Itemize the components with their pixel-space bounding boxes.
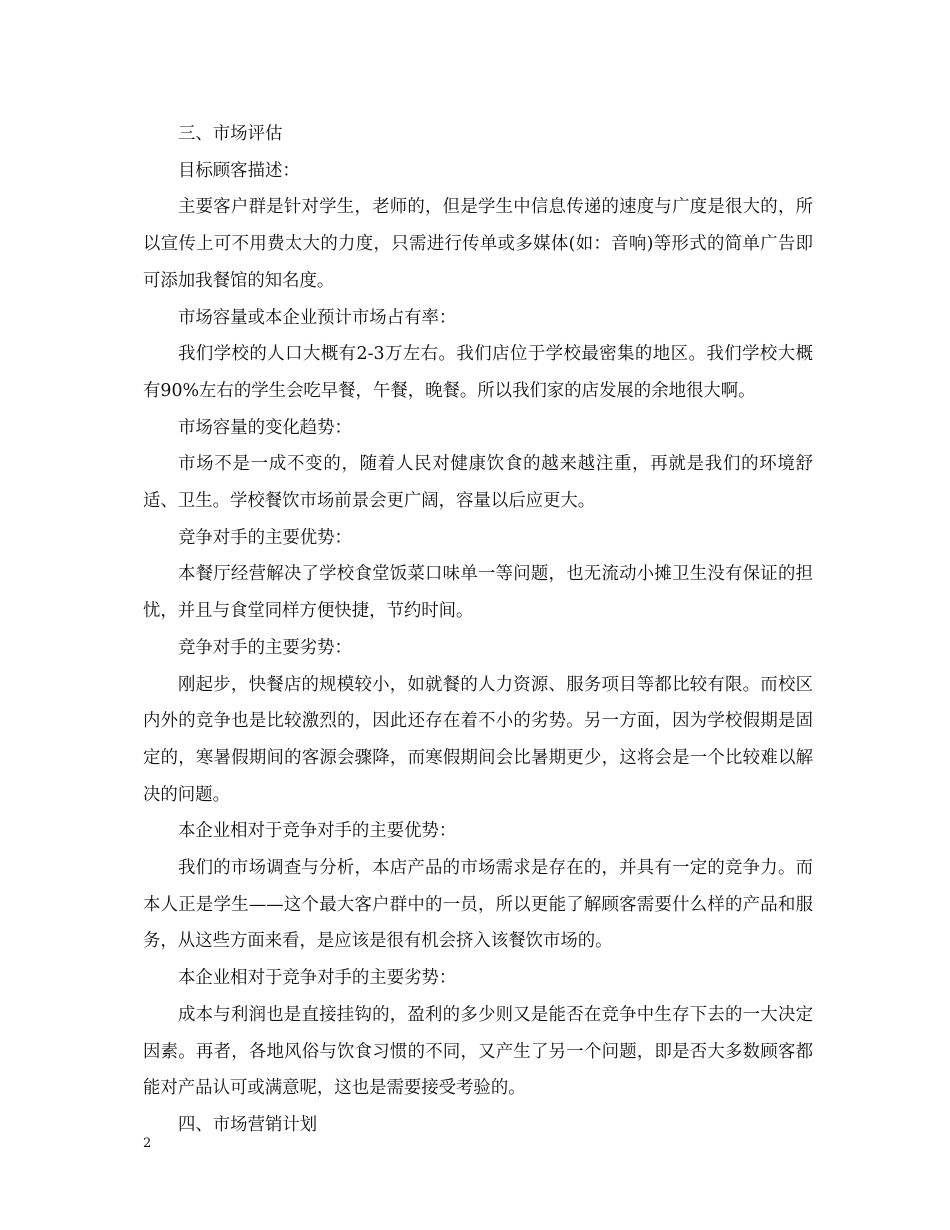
paragraph-our-weaknesses: 成本与利润也是直接挂钩的，盈利的多少则又是能否在竞争中生存下去的一大决定因素。再者，各地风俗与饮食习惯的不同，又产生了另一个问题，即是否大多数顾客都能对产品认可或满意呢，这也是需要接受考验的。 xyxy=(143,1004,813,1099)
subheading-capacity-trend: 市场容量的变化趋势： xyxy=(178,417,352,438)
document-body xyxy=(143,116,813,1144)
paragraph-competitor-weaknesses: 刚起步，快餐店的规模较小，如就餐的人力资源、服务项目等都比较有限。而校区内外的竞争也是比较激烈的，因此还存在着不小的劣势。另一方面，因为学校假期是固定的，寒暑假期间的客源会骤降，而寒假期间会比暑期更少，这将会是一个比较难以解决的问题。 xyxy=(143,674,813,805)
subheading-our-strengths: 本企业相对于竞争对手的主要优势： xyxy=(178,821,457,842)
section-heading-marketing-plan: 四、市场营销计划 xyxy=(178,1114,318,1135)
paragraph-market-capacity: 我们学校的人口大概有2-3万左右。我们店位于学校最密集的地区。我们学校大概有90%左右的学生会吃早餐，午餐，晚餐。所以我们家的店发展的余地很大啊。 xyxy=(143,344,813,401)
section-heading-market-evaluation: 三、市场评估 xyxy=(178,124,283,144)
page-number: 2 xyxy=(143,1136,152,1151)
subheading-competitor-weaknesses: 竞争对手的主要劣势： xyxy=(178,637,352,658)
subheading-competitor-strengths: 竞争对手的主要优势： xyxy=(178,527,352,548)
subheading-target-customers: 目标顾客描述： xyxy=(178,160,300,181)
paragraph-our-strengths: 我们的市场调查与分析，本店产品的市场需求是存在的，并具有一定的竞争力。而本人正是学生——这个最大客户群中的一员，所以更能了解顾客需要什么样的产品和服务，从这些方面来看，是应该是很有机会挤入该餐饮市场的。 xyxy=(143,858,813,952)
paragraph-competitor-strengths: 本餐厅经营解决了学校食堂饭菜口味单一等问题，也无流动小摊卫生没有保证的担忧，并且与食堂同样方便快捷，节约时间。 xyxy=(143,564,813,622)
paragraph-capacity-trend: 市场不是一成不变的，随着人民对健康饮食的越来越注重，再就是我们的环境舒适、卫生。学校餐饮市场前景会更广阔，容量以后应更大。 xyxy=(143,454,813,512)
subheading-market-capacity: 市场容量或本企业预计市场占有率： xyxy=(178,307,457,328)
paragraph-target-customers: 主要客户群是针对学生，老师的，但是学生中信息传递的速度与广度是很大的，所以宣传上可不用费太大的力度，只需进行传单或多媒体(如：音响)等形式的简单广告即可添加我餐馆的知名度。 xyxy=(143,197,813,291)
subheading-our-weaknesses: 本企业相对于竞争对手的主要劣势： xyxy=(178,968,457,989)
